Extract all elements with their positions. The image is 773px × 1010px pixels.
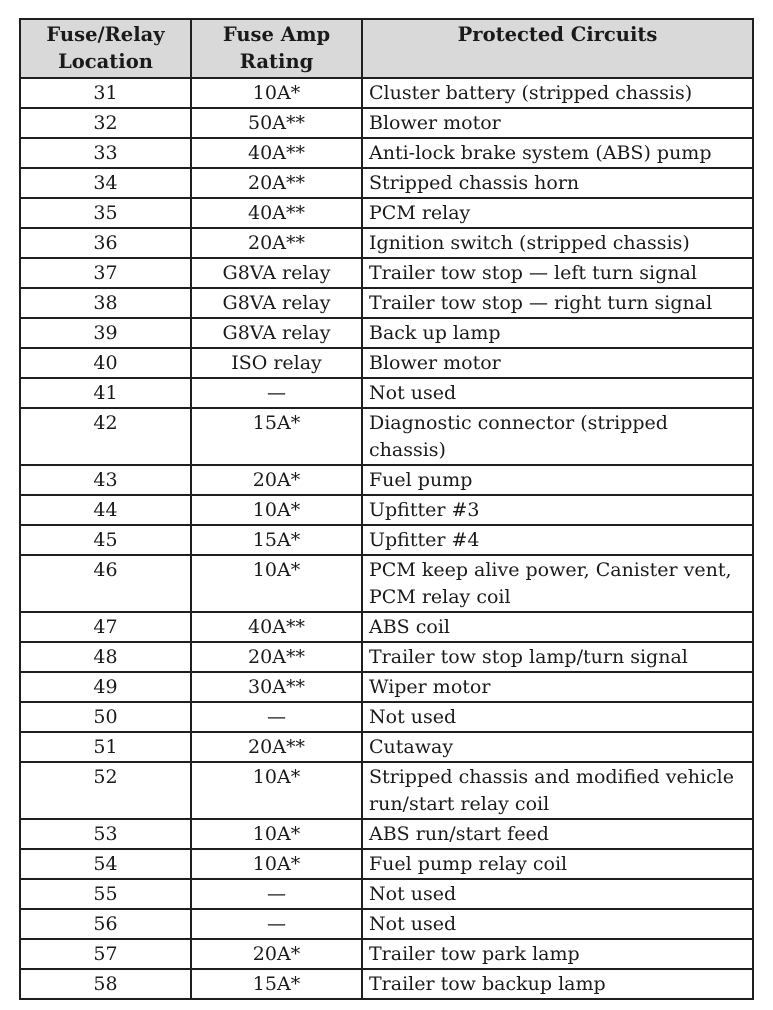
- table-row: [20, 849, 753, 879]
- table-row: [20, 108, 753, 138]
- table-row: [20, 258, 753, 288]
- fuse-rating-cell: —: [191, 702, 362, 732]
- fuse-rating-cell: 10A*: [191, 495, 362, 525]
- fuse-location-cell: 49: [20, 672, 191, 702]
- protected-circuits-cell: Cutaway: [362, 732, 753, 762]
- fuse-location-cell: 50: [20, 702, 191, 732]
- table-row: [20, 762, 753, 819]
- protected-circuits-cell: ABS run/start feed: [362, 819, 753, 849]
- fuse-location-cell: 42: [20, 408, 191, 465]
- table-row: [20, 909, 753, 939]
- table-row: [20, 138, 753, 168]
- fuse-location-cell: 48: [20, 642, 191, 672]
- fuse-location-cell: 54: [20, 849, 191, 879]
- fuse-rating-cell: ISO relay: [191, 348, 362, 378]
- table-row: [20, 969, 753, 999]
- fuse-location-cell: 36: [20, 228, 191, 258]
- fuse-rating-cell: 40A**: [191, 198, 362, 228]
- table-row: [20, 672, 753, 702]
- fuse-rating-cell: G8VA relay: [191, 258, 362, 288]
- table-row: [20, 228, 753, 258]
- table-row: [20, 879, 753, 909]
- protected-circuits-cell: Diagnostic connector (stripped chassis): [362, 408, 753, 465]
- fuse-rating-cell: G8VA relay: [191, 288, 362, 318]
- protected-circuits-cell: Stripped chassis and modified vehicle run/start relay coil: [362, 762, 753, 819]
- protected-circuits-cell: Anti-lock brake system (ABS) pump: [362, 138, 753, 168]
- fuse-location-cell: 40: [20, 348, 191, 378]
- fuse-location-cell: 35: [20, 198, 191, 228]
- fuse-location-cell: 58: [20, 969, 191, 999]
- fuse-rating-cell: 40A**: [191, 612, 362, 642]
- fuse-rating-cell: 10A*: [191, 819, 362, 849]
- protected-circuits-cell: Fuel pump relay coil: [362, 849, 753, 879]
- header-location: Fuse/Relay Location: [20, 19, 191, 78]
- table-row: [20, 408, 753, 465]
- fuse-rating-cell: 15A*: [191, 969, 362, 999]
- fuse-rating-cell: 50A**: [191, 108, 362, 138]
- fuse-rating-cell: 20A**: [191, 642, 362, 672]
- fuse-rating-cell: 10A*: [191, 78, 362, 108]
- fuse-rating-cell: 15A*: [191, 408, 362, 465]
- fuse-rating-cell: 40A**: [191, 138, 362, 168]
- table-row: [20, 318, 753, 348]
- fuse-rating-cell: 20A*: [191, 939, 362, 969]
- fuse-location-cell: 46: [20, 555, 191, 612]
- protected-circuits-cell: Trailer tow backup lamp: [362, 969, 753, 999]
- header-circuits: Protected Circuits: [362, 19, 753, 78]
- protected-circuits-cell: Wiper motor: [362, 672, 753, 702]
- fuse-location-cell: 33: [20, 138, 191, 168]
- fuse-location-cell: 57: [20, 939, 191, 969]
- fuse-location-cell: 34: [20, 168, 191, 198]
- table-row: [20, 378, 753, 408]
- fuse-location-cell: 39: [20, 318, 191, 348]
- fuse-rating-cell: 30A**: [191, 672, 362, 702]
- header-row: [20, 19, 753, 78]
- protected-circuits-cell: Upfitter #3: [362, 495, 753, 525]
- table-row: [20, 819, 753, 849]
- protected-circuits-cell: PCM keep alive power, Canister vent, PCM relay coil: [362, 555, 753, 612]
- fuse-rating-cell: 15A*: [191, 525, 362, 555]
- protected-circuits-cell: ABS coil: [362, 612, 753, 642]
- table-body: [20, 78, 753, 999]
- table-row: [20, 495, 753, 525]
- header-rating: Fuse Amp Rating: [191, 19, 362, 78]
- table-row: [20, 642, 753, 672]
- protected-circuits-cell: Upfitter #4: [362, 525, 753, 555]
- table-row: [20, 348, 753, 378]
- fuse-location-cell: 51: [20, 732, 191, 762]
- fuse-location-cell: 52: [20, 762, 191, 819]
- table-row: [20, 555, 753, 612]
- protected-circuits-cell: Back up lamp: [362, 318, 753, 348]
- fuse-location-cell: 45: [20, 525, 191, 555]
- fuse-location-cell: 43: [20, 465, 191, 495]
- protected-circuits-cell: PCM relay: [362, 198, 753, 228]
- fuse-rating-cell: —: [191, 879, 362, 909]
- fuse-location-cell: 56: [20, 909, 191, 939]
- protected-circuits-cell: Trailer tow park lamp: [362, 939, 753, 969]
- protected-circuits-cell: Not used: [362, 909, 753, 939]
- fuse-rating-cell: 10A*: [191, 762, 362, 819]
- fuse-location-cell: 41: [20, 378, 191, 408]
- fuse-location-cell: 38: [20, 288, 191, 318]
- table-row: [20, 939, 753, 969]
- fuse-location-cell: 44: [20, 495, 191, 525]
- fuse-rating-cell: 20A*: [191, 465, 362, 495]
- protected-circuits-cell: Cluster battery (stripped chassis): [362, 78, 753, 108]
- fuse-location-cell: 55: [20, 879, 191, 909]
- fuse-rating-cell: 20A**: [191, 168, 362, 198]
- protected-circuits-cell: Stripped chassis horn: [362, 168, 753, 198]
- table-row: [20, 198, 753, 228]
- fuse-location-cell: 32: [20, 108, 191, 138]
- protected-circuits-cell: Trailer tow stop — right turn signal: [362, 288, 753, 318]
- protected-circuits-cell: Fuel pump: [362, 465, 753, 495]
- table-row: [20, 525, 753, 555]
- protected-circuits-cell: Blower motor: [362, 348, 753, 378]
- table-row: [20, 702, 753, 732]
- protected-circuits-cell: Not used: [362, 879, 753, 909]
- protected-circuits-cell: Blower motor: [362, 108, 753, 138]
- protected-circuits-cell: Trailer tow stop — left turn signal: [362, 258, 753, 288]
- protected-circuits-cell: Trailer tow stop lamp/turn signal: [362, 642, 753, 672]
- table-row: [20, 288, 753, 318]
- fuse-location-cell: 31: [20, 78, 191, 108]
- fuse-location-cell: 47: [20, 612, 191, 642]
- table-row: [20, 612, 753, 642]
- protected-circuits-cell: Not used: [362, 702, 753, 732]
- fuse-rating-cell: —: [191, 378, 362, 408]
- fuse-rating-cell: 10A*: [191, 849, 362, 879]
- fuse-relay-table: [19, 18, 754, 1000]
- fuse-location-cell: 37: [20, 258, 191, 288]
- protected-circuits-cell: Ignition switch (stripped chassis): [362, 228, 753, 258]
- fuse-rating-cell: 20A**: [191, 228, 362, 258]
- table-header: [20, 19, 753, 78]
- fuse-rating-cell: —: [191, 909, 362, 939]
- fuse-rating-cell: 10A*: [191, 555, 362, 612]
- table-row: [20, 732, 753, 762]
- table-row: [20, 168, 753, 198]
- fuse-rating-cell: G8VA relay: [191, 318, 362, 348]
- table-row: [20, 78, 753, 108]
- protected-circuits-cell: Not used: [362, 378, 753, 408]
- fuse-rating-cell: 20A**: [191, 732, 362, 762]
- table-row: [20, 465, 753, 495]
- fuse-location-cell: 53: [20, 819, 191, 849]
